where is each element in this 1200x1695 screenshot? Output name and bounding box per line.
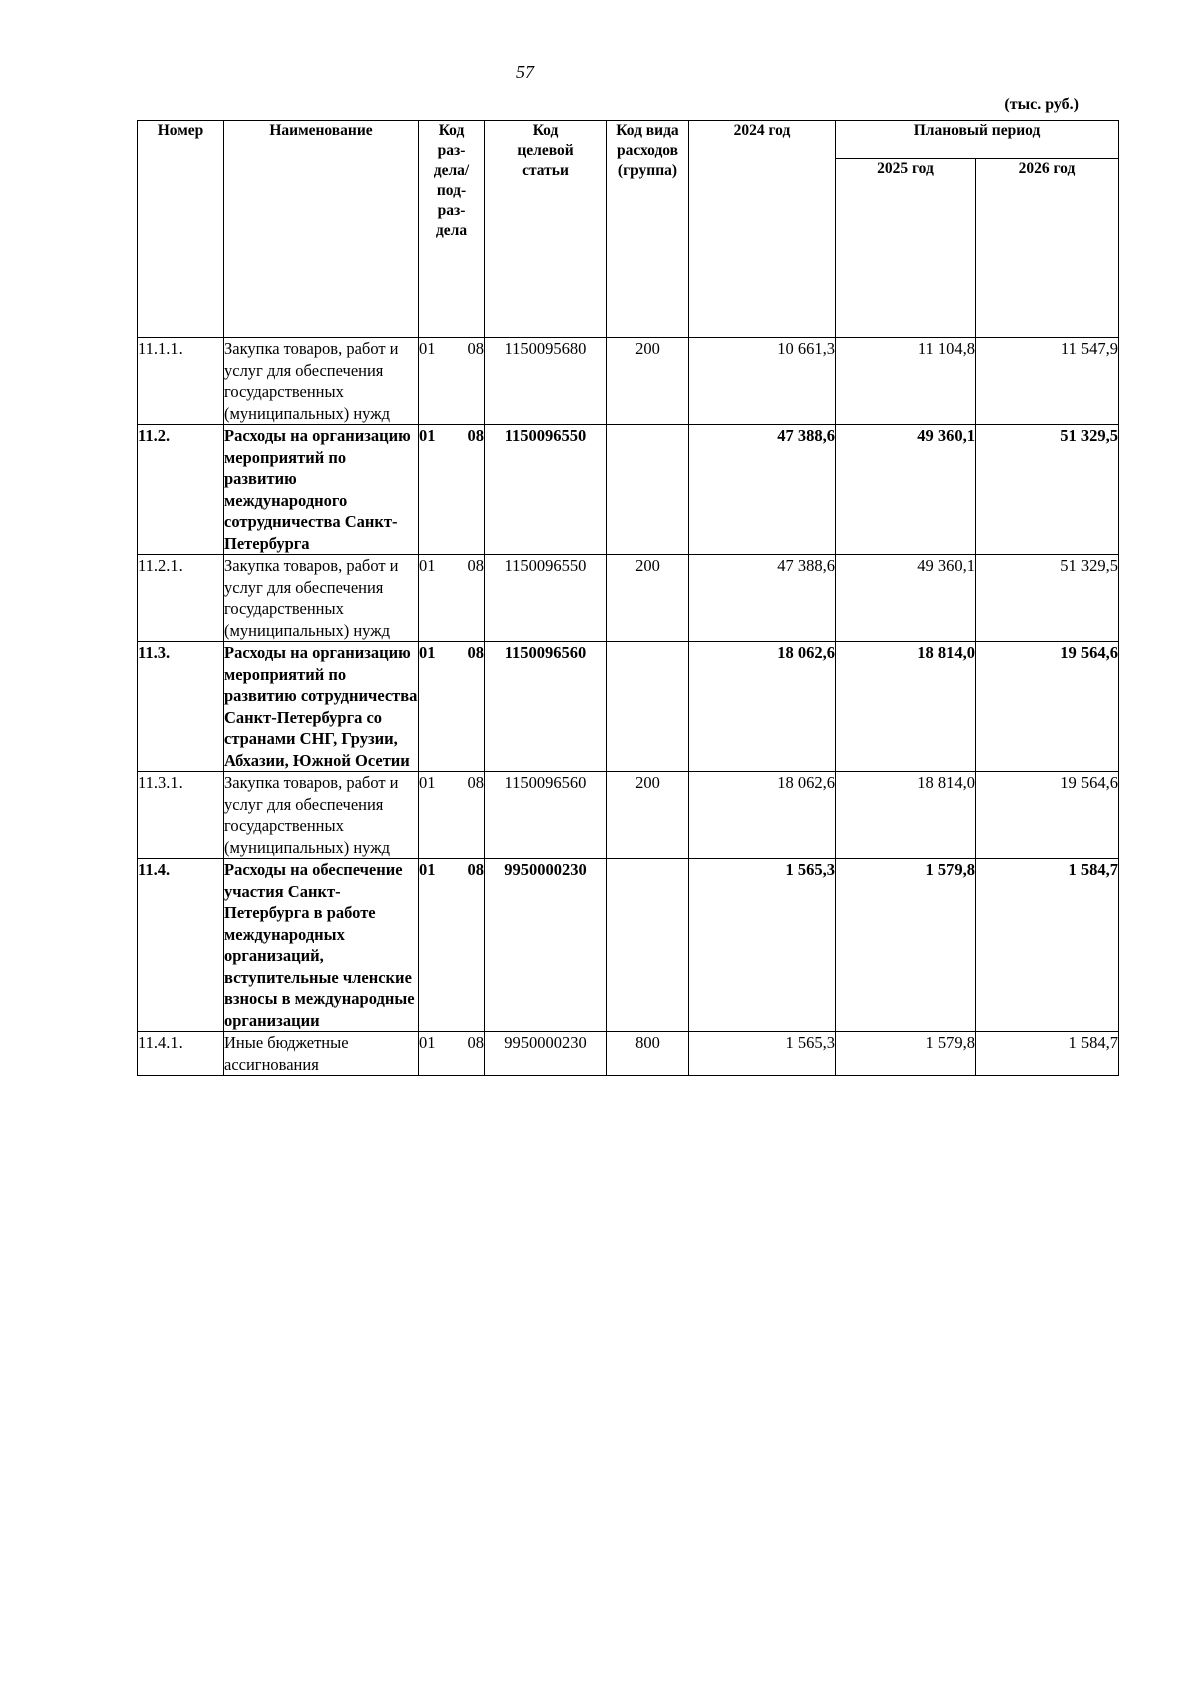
table-row — [138, 1032, 1119, 1076]
row-name: Закупка товаров, работ и услуг для обеспечения государственных (муниципальных) нужд — [224, 338, 419, 425]
row-expense-type — [607, 859, 689, 1032]
header-number: Номер — [138, 121, 224, 338]
row-amount-2026: 51 329,5 — [976, 425, 1119, 555]
budget-table — [137, 120, 1119, 1076]
row-number: 11.3. — [138, 642, 224, 772]
row-number: 11.2. — [138, 425, 224, 555]
row-amount-2024: 47 388,6 — [689, 555, 836, 642]
row-section-code — [419, 1032, 485, 1076]
row-expense-type — [607, 425, 689, 555]
row-name: Иные бюджетные ассигнования — [224, 1032, 419, 1076]
row-amount-2025: 49 360,1 — [836, 425, 976, 555]
table-body — [138, 338, 1119, 1076]
row-target-code: 9950000230 — [485, 859, 607, 1032]
row-subsection: 08 — [467, 643, 484, 662]
row-target-code: 1150096550 — [485, 425, 607, 555]
row-section-code — [419, 425, 485, 555]
row-number: 11.1.1. — [138, 338, 224, 425]
row-target-code: 1150096560 — [485, 772, 607, 859]
row-amount-2026: 19 564,6 — [976, 642, 1119, 772]
row-amount-2026: 51 329,5 — [976, 555, 1119, 642]
page-number: 57 — [516, 62, 534, 82]
row-target-code: 1150096560 — [485, 642, 607, 772]
row-amount-2025: 49 360,1 — [836, 555, 976, 642]
header-year-2024: 2024 год — [689, 121, 836, 338]
row-amount-2026: 1 584,7 — [976, 1032, 1119, 1076]
row-section-code — [419, 555, 485, 642]
row-section: 01 — [419, 643, 436, 662]
row-section-code — [419, 338, 485, 425]
row-subsection: 08 — [467, 773, 484, 792]
table-row — [138, 338, 1119, 425]
row-expense-type: 800 — [607, 1032, 689, 1076]
row-amount-2026: 1 584,7 — [976, 859, 1119, 1032]
row-subsection: 08 — [467, 339, 484, 358]
row-expense-type: 200 — [607, 772, 689, 859]
row-amount-2024: 1 565,3 — [689, 859, 836, 1032]
row-amount-2024: 10 661,3 — [689, 338, 836, 425]
table-row — [138, 555, 1119, 642]
header-year-2026: 2026 год — [976, 159, 1119, 338]
row-amount-2025: 18 814,0 — [836, 642, 976, 772]
table-row — [138, 772, 1119, 859]
row-amount-2025: 11 104,8 — [836, 338, 976, 425]
row-name: Закупка товаров, работ и услуг для обеспечения государственных (муниципальных) нужд — [224, 555, 419, 642]
header-section-code: Код раз- дела/ под- раз- дела — [419, 121, 485, 338]
row-section: 01 — [419, 773, 436, 792]
row-amount-2025: 18 814,0 — [836, 772, 976, 859]
row-expense-type: 200 — [607, 338, 689, 425]
row-number: 11.3.1. — [138, 772, 224, 859]
row-target-code: 1150096550 — [485, 555, 607, 642]
row-subsection: 08 — [467, 1033, 484, 1052]
row-amount-2024: 47 388,6 — [689, 425, 836, 555]
table-row — [138, 642, 1119, 772]
row-amount-2026: 19 564,6 — [976, 772, 1119, 859]
row-section: 01 — [419, 339, 436, 358]
table-row — [138, 425, 1119, 555]
row-amount-2024: 18 062,6 — [689, 772, 836, 859]
row-amount-2025: 1 579,8 — [836, 859, 976, 1032]
header-year-2025: 2025 год — [836, 159, 976, 338]
row-number: 11.2.1. — [138, 555, 224, 642]
header-target-code: Код целевой статьи — [485, 121, 607, 338]
header-name: Наименование — [224, 121, 419, 338]
row-amount-2024: 1 565,3 — [689, 1032, 836, 1076]
row-target-code: 9950000230 — [485, 1032, 607, 1076]
row-number: 11.4. — [138, 859, 224, 1032]
row-subsection: 08 — [467, 860, 484, 879]
row-name: Расходы на организацию мероприятий по развитию международного сотрудничества Санкт-Петербурга — [224, 425, 419, 555]
header-expense-type: Код вида расходов (группа) — [607, 121, 689, 338]
row-name: Расходы на организацию мероприятий по развитию сотрудничества Санкт-Петербурга со странами СНГ, Грузии, Абхазии, Южной Осетии — [224, 643, 418, 770]
row-section-code — [419, 642, 485, 772]
row-subsection: 08 — [467, 556, 484, 575]
row-number: 11.4.1. — [138, 1032, 224, 1076]
row-section: 01 — [419, 1033, 436, 1052]
row-amount-2024: 18 062,6 — [689, 642, 836, 772]
row-expense-type — [607, 642, 689, 772]
row-section: 01 — [419, 556, 436, 575]
row-amount-2026: 11 547,9 — [976, 338, 1119, 425]
row-expense-type: 200 — [607, 555, 689, 642]
row-section-code — [419, 859, 485, 1032]
row-section: 01 — [419, 426, 436, 445]
row-name: Расходы на обеспечение участия Санкт-Петербурга в работе международных организаций, вступительные членские взносы в международные организации — [224, 859, 419, 1032]
table-row — [138, 859, 1119, 1032]
row-subsection: 08 — [467, 426, 484, 445]
row-target-code: 1150095680 — [485, 338, 607, 425]
unit-label: (тыс. руб.) — [1004, 96, 1079, 113]
row-name: Закупка товаров, работ и услуг для обеспечения государственных (муниципальных) нужд — [224, 772, 419, 859]
row-amount-2025: 1 579,8 — [836, 1032, 976, 1076]
header-plan-period: Плановый период — [836, 121, 1119, 159]
row-section: 01 — [419, 860, 436, 879]
row-section-code — [419, 772, 485, 859]
